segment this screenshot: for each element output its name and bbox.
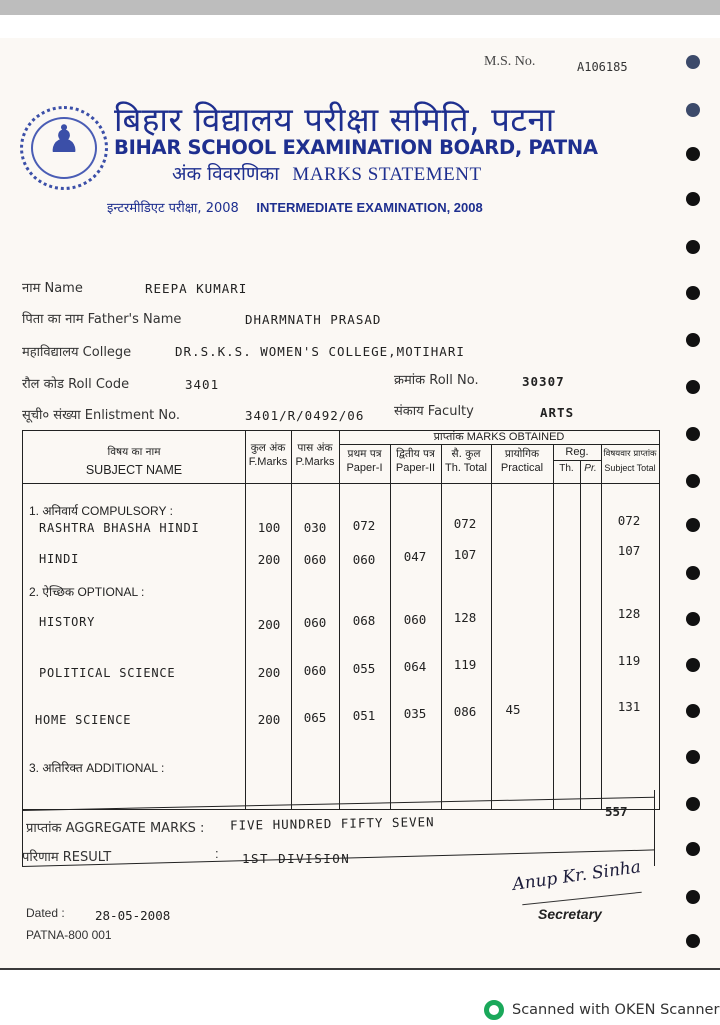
scanner-watermark-text: Scanned with OKEN Scanner — [512, 1002, 720, 1018]
pass-marks: 060 — [303, 615, 327, 630]
document-title-english: MARKS STATEMENT — [292, 164, 482, 185]
result-value: 1ST DIVISION — [242, 851, 351, 866]
punch-hole — [686, 380, 700, 394]
punch-hole — [686, 890, 700, 904]
paper-1-marks: 051 — [352, 708, 376, 723]
subject-name: POLITICAL SCIENCE — [39, 666, 176, 680]
subject-total: 119 — [617, 653, 641, 668]
father-name: DHARMNATH PRASAD — [245, 312, 382, 327]
punch-hole — [686, 842, 700, 856]
header-reg-theory: Th. — [559, 463, 574, 474]
ms-no-label: M.S. No. — [484, 54, 536, 69]
header-divider — [23, 483, 659, 484]
punch-hole — [686, 704, 700, 718]
section-additional: 3. अतिरिक्त ADDITIONAL : — [29, 761, 165, 775]
oken-logo-icon — [484, 1000, 504, 1020]
header-paper-2: द्वितीय पत्र Paper-II — [395, 448, 436, 474]
dated-label: Dated : — [26, 906, 65, 920]
punch-hole — [686, 103, 700, 117]
column-divider — [441, 445, 442, 809]
punch-hole — [686, 658, 700, 672]
document-title — [172, 160, 482, 186]
theory-total: 072 — [453, 516, 477, 531]
aggregate-words: FIVE HUNDRED FIFTY SEVEN — [229, 814, 435, 833]
aggregate-total: 557 — [605, 804, 628, 819]
punch-hole — [686, 612, 700, 626]
header-marks-obtained: प्राप्तांक MARKS OBTAINED — [433, 431, 565, 443]
subject-total: 131 — [617, 699, 641, 714]
column-divider — [491, 445, 492, 809]
enlistment-no: 3401/R/0492/06 — [245, 408, 365, 423]
marks-table — [22, 430, 660, 810]
punch-hole — [686, 934, 700, 948]
punch-hole — [686, 750, 700, 764]
practical-marks: 45 — [505, 702, 521, 717]
theory-total: 107 — [453, 547, 477, 562]
punch-hole — [686, 427, 700, 441]
row-divider — [339, 444, 659, 445]
subject-name: HOME SCIENCE — [35, 713, 132, 727]
exam-title-english: INTERMEDIATE EXAMINATION, 2008 — [256, 200, 483, 215]
paper-1-marks: 060 — [352, 552, 376, 567]
punch-hole — [686, 797, 700, 811]
board-name-english: BIHAR SCHOOL EXAMINATION BOARD, PATNA — [114, 136, 598, 159]
punch-hole — [686, 566, 700, 580]
header-reg-practical: Pr. — [584, 463, 597, 474]
pass-marks: 060 — [303, 552, 327, 567]
punch-hole — [686, 474, 700, 488]
header-reg: Reg. — [565, 446, 589, 458]
college-name: DR.S.K.S. WOMEN'S COLLEGE,MOTIHARI — [175, 344, 465, 359]
paper-1-marks: 068 — [352, 613, 376, 628]
column-divider — [580, 461, 581, 809]
theory-total: 119 — [453, 657, 477, 672]
punch-hole — [686, 147, 700, 161]
top-bar — [0, 0, 720, 15]
theory-total: 128 — [453, 610, 477, 625]
board-name-hindi: बिहार विद्यालय परीक्षा समिति, पटना — [114, 100, 555, 139]
ms-no-value: A106185 — [577, 60, 628, 74]
subject-name: HINDI — [39, 552, 80, 566]
punch-hole — [686, 333, 700, 347]
faculty: ARTS — [540, 405, 575, 420]
pass-marks: 030 — [303, 520, 327, 535]
paper-2-marks: 035 — [403, 706, 427, 721]
full-marks: 200 — [257, 617, 281, 632]
signatory-title: Secretary — [538, 906, 602, 922]
roll-code: 3401 — [185, 377, 220, 392]
faculty-label: संकाय Faculty — [394, 404, 474, 419]
student-name: REEPA KUMARI — [145, 281, 248, 296]
theory-total: 086 — [453, 704, 477, 719]
paper-1-marks: 072 — [352, 518, 376, 533]
issue-date: 28-05-2008 — [95, 908, 171, 923]
board-seal-icon — [20, 106, 108, 190]
document-title-hindi: अंक विवरणिका — [172, 163, 280, 185]
father-name-label: पिता का नाम Father's Name — [22, 312, 182, 327]
aggregate-label: प्राप्तांक AGGREGATE MARKS : — [26, 821, 205, 836]
full-marks: 200 — [257, 712, 281, 727]
subject-name: RASHTRA BHASHA HINDI — [39, 521, 200, 535]
paper-2-marks: 047 — [403, 549, 427, 564]
full-marks: 200 — [257, 665, 281, 680]
punch-hole — [686, 240, 700, 254]
header-paper-1: प्रथम पत्र Paper-I — [346, 448, 383, 474]
result-label: परिणाम RESULT — [22, 850, 112, 865]
scanner-watermark — [484, 1000, 719, 1020]
enlistment-label: सूची० संख्या Enlistment No. — [22, 408, 180, 423]
column-divider — [553, 445, 554, 809]
header-practical: प्रायोगिक Practical — [500, 448, 544, 474]
exam-title — [107, 198, 483, 216]
punch-hole — [686, 192, 700, 206]
issue-place: PATNA-800 001 — [26, 928, 112, 942]
paper-1-marks: 055 — [352, 661, 376, 676]
subject-total: 128 — [617, 606, 641, 621]
header-subject-total: विषयवार प्राप्तांक Subject Total — [603, 449, 657, 473]
column-divider — [390, 445, 391, 809]
name-label: नाम Name — [22, 281, 83, 296]
subject-name: HISTORY — [39, 615, 96, 629]
subject-total: 072 — [617, 513, 641, 528]
header-theory-total: सै. कुल Th. Total — [445, 448, 487, 474]
paper-2-marks: 060 — [403, 612, 427, 627]
secretary-signature: Anup Kr. Sinha — [511, 857, 643, 895]
row-divider — [553, 460, 601, 461]
exam-title-hindi: इन्टरमीडिएट परीक्षा, 2008 — [107, 201, 239, 216]
header-full-marks: कुल अंक F.Marks — [248, 442, 288, 468]
full-marks: 200 — [257, 552, 281, 567]
pass-marks: 060 — [303, 663, 327, 678]
paper-2-marks: 064 — [403, 659, 427, 674]
pass-marks: 065 — [303, 710, 327, 725]
seal-figure-icon: ♟ — [47, 119, 82, 161]
roll-code-label: रौल कोड Roll Code — [22, 377, 130, 392]
section-compulsory: 1. अनिवार्य COMPULSORY : — [29, 504, 173, 518]
header-pass-marks: पास अंक P.Marks — [295, 442, 335, 468]
punch-hole — [686, 286, 700, 300]
punch-hole — [686, 55, 700, 69]
header-subject-name: विषय का नाम SUBJECT NAME — [85, 446, 183, 477]
column-divider — [601, 445, 602, 809]
roll-no-label: क्रमांक Roll No. — [394, 373, 479, 388]
full-marks: 100 — [257, 520, 281, 535]
punch-hole — [686, 518, 700, 532]
subject-total: 107 — [617, 543, 641, 558]
section-optional: 2. ऐच्छिक OPTIONAL : — [29, 585, 145, 599]
college-label: महाविद्यालय College — [22, 345, 132, 360]
roll-no: 30307 — [522, 374, 565, 389]
result-separator: : — [215, 846, 219, 861]
